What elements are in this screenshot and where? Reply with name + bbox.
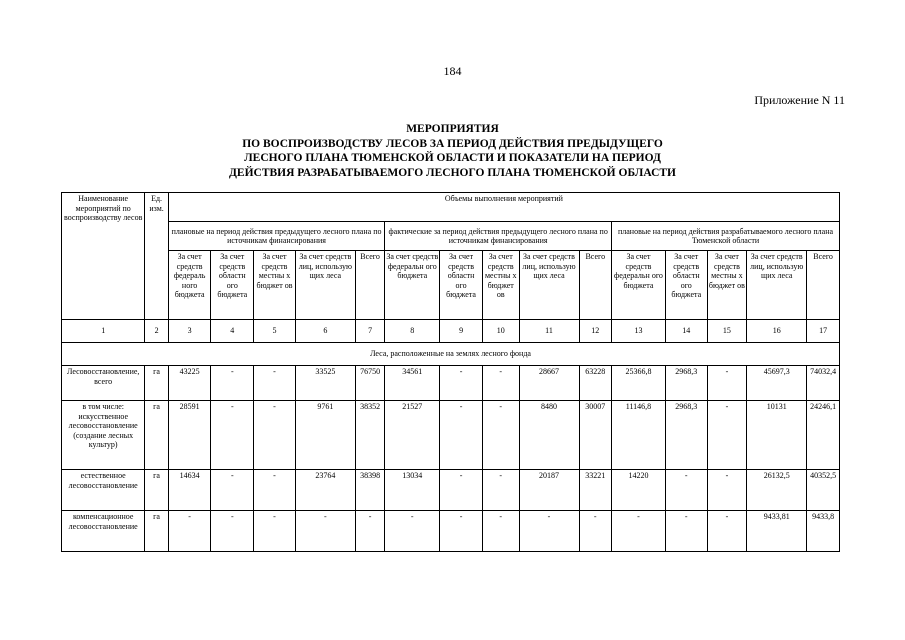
row-value: - (295, 511, 355, 552)
row-value: - (707, 366, 747, 401)
column-number: 4 (211, 320, 254, 343)
row-value: - (612, 511, 666, 552)
row-value: 9433,81 (747, 511, 807, 552)
row-value: 28667 (519, 366, 579, 401)
row-value: - (254, 511, 296, 552)
subheader-cell: За счет средств местны х бюджет ов (707, 251, 747, 320)
column-number: 6 (295, 320, 355, 343)
header-volumes: Объемы выполнения мероприятий (168, 193, 839, 222)
column-number: 9 (440, 320, 483, 343)
row-value: 26132,5 (747, 470, 807, 511)
column-number: 12 (579, 320, 612, 343)
row-value: 34561 (385, 366, 440, 401)
row-value: - (440, 366, 483, 401)
row-value: 14634 (168, 470, 211, 511)
subheader-cell: За счет средств федеральн ого бюджета (385, 251, 440, 320)
row-unit: га (145, 511, 168, 552)
title-line: ДЕЙСТВИЯ РАЗРАБАТЫВАЕМОГО ЛЕСНОГО ПЛАНА ТЮМЕНСКОЙ ОБЛАСТИ (228, 166, 676, 179)
subheader-cell: За счет средств лиц, использую щих леса (519, 251, 579, 320)
row-value: - (211, 470, 254, 511)
column-number-row (62, 320, 840, 343)
row-value: - (254, 366, 296, 401)
row-value: - (440, 511, 483, 552)
title-line: ПО ВОСПРОИЗВОДСТВУ ЛЕСОВ ЗА ПЕРИОД ДЕЙСТВИЯ ПРЕДЫДУЩЕГО (242, 137, 663, 150)
row-value: 30007 (579, 401, 612, 470)
column-number: 7 (355, 320, 384, 343)
row-value: - (707, 470, 747, 511)
column-number: 3 (168, 320, 211, 343)
table-row (62, 511, 840, 552)
row-unit: га (145, 470, 168, 511)
row-value: 24246,1 (807, 401, 840, 470)
row-unit: га (145, 401, 168, 470)
row-value: 14220 (612, 470, 666, 511)
row-value: 2968,3 (665, 366, 707, 401)
column-number: 8 (385, 320, 440, 343)
row-value: 2968,3 (665, 401, 707, 470)
row-value: 38398 (355, 470, 384, 511)
row-value: - (254, 401, 296, 470)
row-value: - (665, 511, 707, 552)
title-line: МЕРОПРИЯТИЯ (406, 123, 499, 135)
reforestation-table (61, 192, 840, 552)
row-value: 28591 (168, 401, 211, 470)
row-name: естественное лесовосстановление (62, 470, 145, 511)
row-name: Лесовосстановление, всего (62, 366, 145, 401)
subheader-cell: За счет средств федераль ного бюджета (168, 251, 211, 320)
row-name: в том числе: искусственное лесовосстановление (создание лесных культур) (62, 401, 145, 470)
subheader-cell: За счет средств лиц, использую щих леса (295, 251, 355, 320)
row-value: - (211, 511, 254, 552)
subheader-cell: За счет средств федеральн ого бюджета (612, 251, 666, 320)
table-row (62, 470, 840, 511)
column-number: 15 (707, 320, 747, 343)
row-value: - (440, 401, 483, 470)
row-value: 20187 (519, 470, 579, 511)
subheader-cell: За счет средств областн ого бюджета (440, 251, 483, 320)
row-value: 25366,8 (612, 366, 666, 401)
table-body (62, 366, 840, 552)
subheader-cell: Всего (579, 251, 612, 320)
row-value: 11146,8 (612, 401, 666, 470)
column-number: 13 (612, 320, 666, 343)
table-row (62, 366, 840, 401)
row-value: 33221 (579, 470, 612, 511)
column-number: 16 (747, 320, 807, 343)
column-number: 11 (519, 320, 579, 343)
row-value: - (355, 511, 384, 552)
row-value: - (211, 401, 254, 470)
row-value: 74032,4 (807, 366, 840, 401)
row-value: - (579, 511, 612, 552)
column-number: 2 (145, 320, 168, 343)
row-unit: га (145, 366, 168, 401)
header-group: фактические за период действия предыдущего лесного плана по источникам финансирования (385, 222, 612, 251)
row-value: - (707, 401, 747, 470)
subheader-cell: За счет средств лиц, использую щих леса (747, 251, 807, 320)
subheader-cell: Всего (355, 251, 384, 320)
row-value: - (482, 366, 519, 401)
title-line: ЛЕСНОГО ПЛАНА ТЮМЕНСКОЙ ОБЛАСТИ И ПОКАЗАТЕЛИ НА ПЕРИОД (244, 152, 661, 164)
subheader-cell: За счет средств местны х бюджет ов (482, 251, 519, 320)
column-number: 1 (62, 320, 145, 343)
row-value: 43225 (168, 366, 211, 401)
appendix-label: Приложение N 11 (754, 93, 845, 107)
section-title: Леса, расположенные на землях лесного фонда (62, 343, 840, 366)
row-value: 13034 (385, 470, 440, 511)
header-unit: Ед. изм. (145, 193, 168, 320)
subheader-cell: За счет средств областн ого бюджета (665, 251, 707, 320)
row-value: - (211, 366, 254, 401)
page-number: 184 (443, 64, 462, 78)
row-value: 9433,8 (807, 511, 840, 552)
column-number: 14 (665, 320, 707, 343)
row-value: 10131 (747, 401, 807, 470)
row-value: 40352,5 (807, 470, 840, 511)
row-value: 45697,3 (747, 366, 807, 401)
row-name: компенсационное лесовосстановление (62, 511, 145, 552)
row-value: 8480 (519, 401, 579, 470)
row-value: 9761 (295, 401, 355, 470)
column-number: 17 (807, 320, 840, 343)
row-value: - (482, 470, 519, 511)
row-value: 63228 (579, 366, 612, 401)
row-value: - (707, 511, 747, 552)
row-value: - (482, 511, 519, 552)
row-value: 23764 (295, 470, 355, 511)
header-name: Наименование мероприятий по воспроизводству лесов (62, 193, 145, 320)
row-value: 38352 (355, 401, 384, 470)
row-value: - (254, 470, 296, 511)
subheader-cell: За счет средств областн ого бюджета (211, 251, 254, 320)
row-value: - (440, 470, 483, 511)
row-value: - (168, 511, 211, 552)
table-row (62, 401, 840, 470)
subheader-cell: За счет средств местны х бюджет ов (254, 251, 296, 320)
row-value: - (519, 511, 579, 552)
subheader-row (62, 251, 840, 320)
row-value: 76750 (355, 366, 384, 401)
row-value: 33525 (295, 366, 355, 401)
header-group: плановые на период действия предыдущего лесного плана по источникам финансирования (168, 222, 385, 251)
row-value: - (482, 401, 519, 470)
column-number: 10 (482, 320, 519, 343)
row-value: 21527 (385, 401, 440, 470)
header-group: плановые на период действия разрабатываемого лесного плана Тюменской области (612, 222, 840, 251)
row-value: - (665, 470, 707, 511)
column-number: 5 (254, 320, 296, 343)
subheader-cell: Всего (807, 251, 840, 320)
document-title (0, 122, 905, 180)
row-value: - (385, 511, 440, 552)
